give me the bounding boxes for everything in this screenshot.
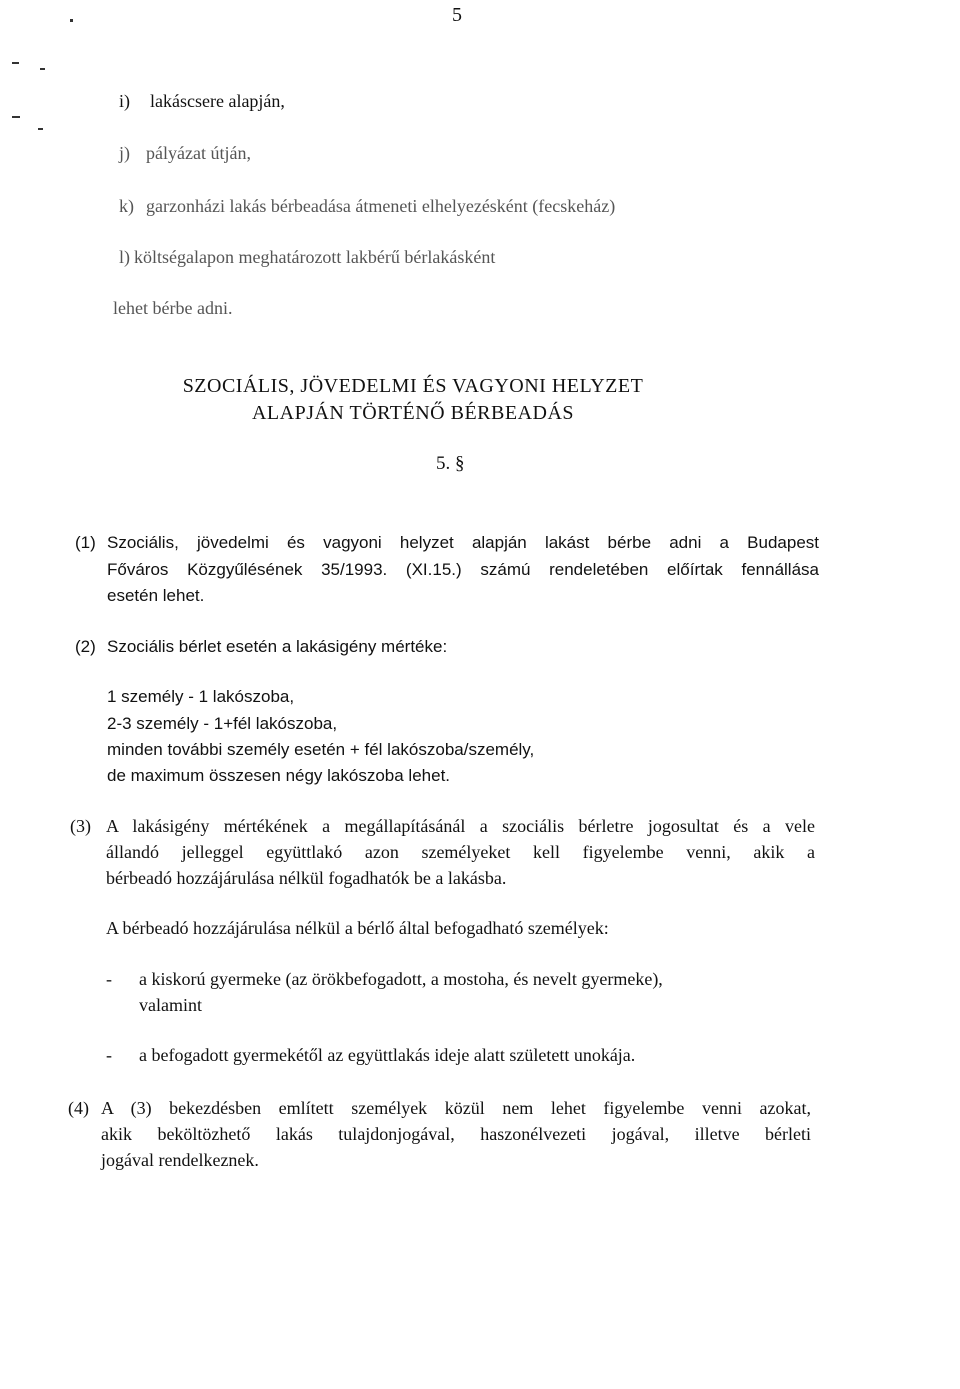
paragraph-label: (2) xyxy=(75,637,96,656)
paragraph-line: A (3) bekezdésben említett személyek közül nem lehet figyelembe venni azokat, xyxy=(101,1098,811,1118)
paragraph-subheading: A bérbeadó hozzájárulása nélkül a bérlő által befogadható személyek: xyxy=(106,918,609,938)
list-item-label: k) xyxy=(119,196,134,216)
list-item-text: lakáscsere alapján, xyxy=(150,91,285,111)
paragraph-line: bérbeadó hozzájárulása nélkül fogadhatók be a lakásba. xyxy=(106,868,507,888)
page-number: 5 xyxy=(452,4,462,26)
section-heading-line2: ALAPJÁN TÖRTÉNŐ BÉRBEADÁS xyxy=(251,402,575,424)
paragraph-label: (3) xyxy=(70,816,91,836)
bullet-text: a befogadott gyermekétől az együttlakás ideje alatt született unokája. xyxy=(139,1045,636,1065)
scan-mark xyxy=(12,116,20,118)
paragraph-line: jogával rendelkeznek. xyxy=(101,1150,259,1170)
list-item-label: l) xyxy=(119,247,130,267)
scan-mark xyxy=(12,62,19,64)
list-item: 2-3 személy - 1+fél lakószoba, xyxy=(107,714,338,733)
section-number: 5. § xyxy=(436,453,465,474)
list-item-text: pályázat útján, xyxy=(146,143,251,163)
list-item: de maximum összesen négy lakószoba lehet. xyxy=(107,766,451,785)
list-closing: lehet bérbe adni. xyxy=(113,298,233,318)
list-item: 1 személy - 1 lakószoba, xyxy=(107,687,295,706)
list-item-text: költségalapon meghatározott lakbérű bérlakásként xyxy=(134,247,496,267)
paragraph-line: állandó jelleggel együttlakó azon személyeket kell figyelembe venni, akik a xyxy=(106,842,815,862)
scan-mark xyxy=(70,19,73,22)
scan-mark xyxy=(40,68,45,70)
bullet-dash: - xyxy=(106,1045,112,1065)
section-heading-line1: SZOCIÁLIS, JÖVEDELMI ÉS VAGYONI HELYZET xyxy=(182,375,644,397)
paragraph-line: Szociális, jövedelmi és vagyoni helyzet alapján lakást bérbe adni a Budapest xyxy=(107,533,819,552)
paragraph-label: (4) xyxy=(68,1098,89,1118)
list-item-label: j) xyxy=(119,143,130,163)
list-item-label: i) xyxy=(119,91,130,111)
paragraph-line: A lakásigény mértékének a megállapításánál a szociális bérletre jogosultat és a vele xyxy=(106,816,815,836)
paragraph-line: akik beköltözhető lakás tulajdonjogával, haszonélvezeti jogával, illetve bérleti xyxy=(101,1124,811,1144)
bullet-text: valamint xyxy=(139,995,202,1015)
scan-mark xyxy=(38,128,43,130)
paragraph-label: (1) xyxy=(75,533,96,552)
list-item-text: garzonházi lakás bérbeadása átmeneti elhelyezésként (fecskeház) xyxy=(146,196,616,216)
paragraph-line: esetén lehet. xyxy=(107,586,205,605)
paragraph-line: Szociális bérlet esetén a lakásigény mértéke: xyxy=(107,637,448,656)
paragraph-line: Főváros Közgyűlésének 35/1993. (XI.15.) számú rendeletében előírtak fennállása xyxy=(107,560,819,579)
list-item: minden további személy esetén + fél lakószoba/személy, xyxy=(107,740,535,759)
bullet-text: a kiskorú gyermeke (az örökbefogadott, a mostoha, és nevelt gyermeke), xyxy=(139,969,663,989)
bullet-dash: - xyxy=(106,969,112,989)
